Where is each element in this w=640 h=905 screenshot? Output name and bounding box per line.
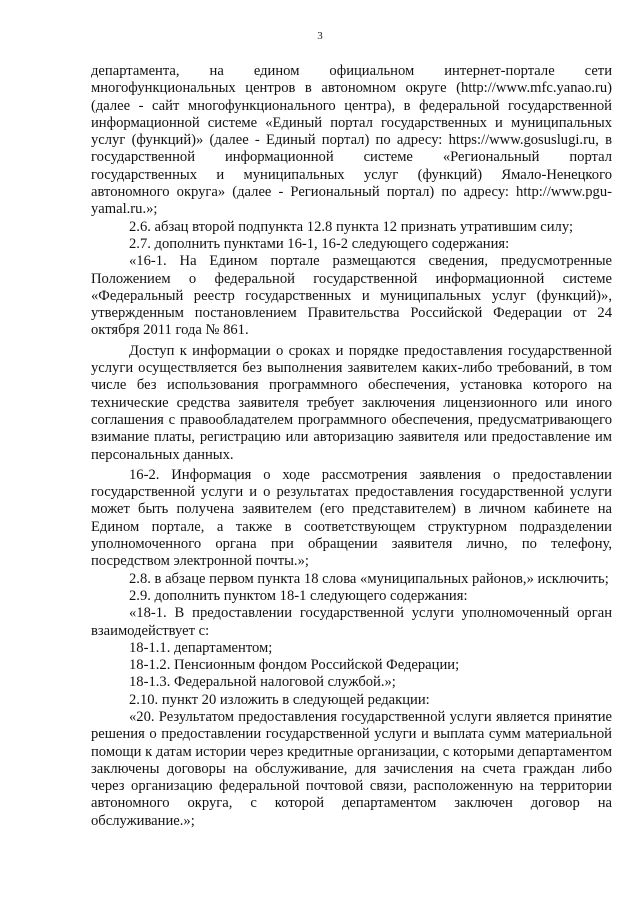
paragraph-continuation: департамента, на едином официальном интернет-портале сети многофункциональных центров в автономном округе (http://www.mfc.yanao.ru) (далее - сайт многофункционального центра), в федеральной государственной информационной системе «Единый портал государственных и муниципальных услуг (функций)» (далее - Единый портал) по адресу: https://www.gosuslugi.ru, в государственной информационной системе «Региональный портал государственных и муниципальных услуг (функций) Ямало-Ненецкого автономного округа» (далее - Региональный портал) по адресу: http://www.pgu-yamal.ru.»;	[91, 63, 612, 218]
document-body	[91, 63, 612, 830]
paragraph-access-info: Доступ к информации о сроках и порядке предоставления государственной услуги осуществляется без выполнения заявителем каких-либо требований, в том числе без использования программного обеспечения, установка которого на технические средства заявителя требует заключения лицензионного или иного соглашения с правообладателем программного обеспечения, предусматривающего взимание платы, регистрацию или авторизацию заявителя или предоставление им персональных данных.	[91, 342, 612, 463]
paragraph-18-1-3: 18-1.3. Федеральной налоговой службой.»;	[129, 674, 396, 691]
paragraph-2-10: 2.10. пункт 20 изложить в следующей редакции:	[129, 691, 430, 708]
paragraph-16-1: «16-1. На Едином портале размещаются сведения, предусмотренные Положением о федеральной государственной информационной системе «Федеральный реестр государственных и муниципальных услуг (функций)», утвержденным постановлением Правительства Российской Федерации от 24 октября 2011 года № 861.	[91, 253, 612, 339]
paragraph-2-9: 2.9. дополнить пунктом 18-1 следующего содержания:	[129, 587, 468, 604]
paragraph-20: «20. Результатом предоставления государственной услуги является принятие решения о предоставлении государственной услуги и выплата сумм материальной помощи к датам истории через кредитные организации, с которыми департаментом заключены договоры на обслуживание, для зачисления на счета граждан либо через организацию федеральной почтовой связи, расположенную на территории автономного округа, с которой департаментом заключен договор на обслуживание.»;	[91, 708, 612, 829]
paragraph-16-2: 16-2. Информация о ходе рассмотрения заявления о предоставлении государственной услуги и о результатах предоставления государственной услуги может быть получена заявителем (его представителем) в личном кабинете на Едином портале, а также в соответствующем структурном подразделении уполномоченного органа при обращении заявителя лично, по телефону, посредством электронной почты.»;	[91, 466, 612, 570]
paragraph-18-1-1: 18-1.1. департаментом;	[129, 639, 273, 656]
paragraph-18-1: «18-1. В предоставлении государственной услуги уполномоченный орган взаимодействует с:	[91, 605, 612, 639]
page-number: 3	[317, 30, 323, 42]
paragraph-2-8: 2.8. в абзаце первом пункта 18 слова «муниципальных районов,» исключить;	[129, 570, 609, 587]
paragraph-2-7: 2.7. дополнить пунктами 16-1, 16-2 следующего содержания:	[129, 235, 510, 252]
paragraph-2-6: 2.6. абзац второй подпункта 12.8 пункта 12 признать утратившим силу;	[129, 218, 573, 235]
paragraph-18-1-2: 18-1.2. Пенсионным фондом Российской Федерации;	[129, 657, 460, 674]
